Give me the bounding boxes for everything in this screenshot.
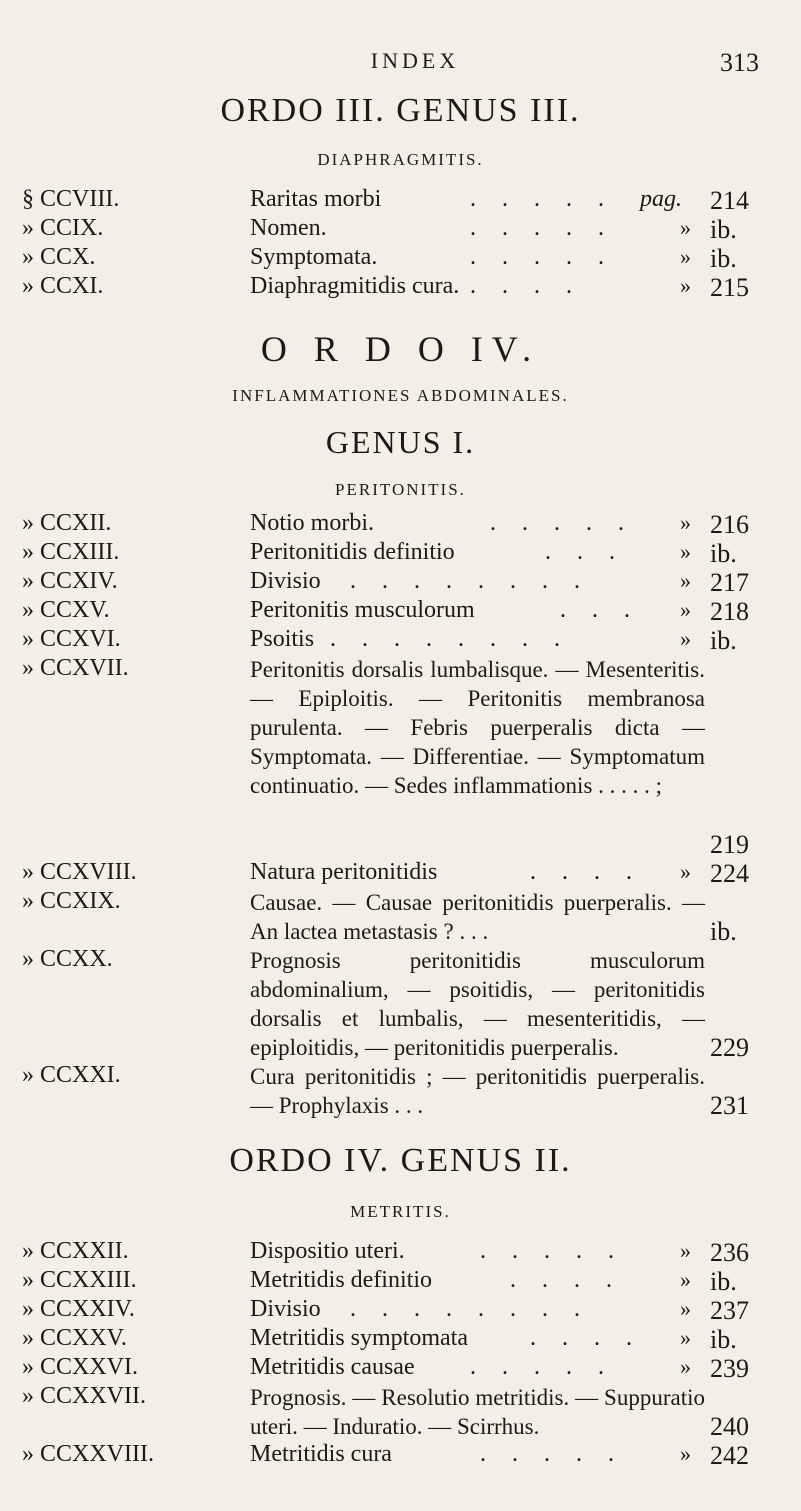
ordo3-heading: ORDO III. GENUS III. (220, 92, 581, 129)
entry-page: ib. (710, 539, 737, 568)
list-item: § CCVIII. Raritas morbi . . . . . pag. 214 (22, 186, 749, 215)
entry-page: ib. (710, 626, 737, 655)
entry-text: Causae. — Causae peritonitidis puerperalis. — An lactea metastasis ? (250, 890, 705, 944)
entry-text: Prognosis peritonitidis musculorum abdominalium, — psoitidis, — peritonitidis dorsalis et lumbalis, — mesenteritidis, — epiploitidis, — peritonitidis puerperalis. (250, 948, 705, 1060)
entry-text: Diaphragmitidis cura. (250, 273, 460, 299)
genus1-subheading: PERITONITIS. (335, 480, 466, 499)
entry-page: 217 (710, 568, 749, 597)
ordo4-subheading: INFLAMMATIONES ABDOMINALES. (232, 386, 569, 405)
list-item: » CCXXVIII. Metritidis cura . . . . . » 242 (22, 1441, 749, 1470)
list-item: » CCXXIV. Divisio . . . . . . . . » 237 (22, 1296, 749, 1325)
entry-page: 215 (710, 273, 749, 302)
list-item: » CCXII. Notio morbi. . . . . . » 216 (22, 510, 749, 539)
entry-page: 231 (710, 1091, 749, 1120)
section-number: » CCIX. (22, 215, 104, 241)
entry-paragraph: Cura peritonitidis ; — peritonitidis puerperalis. — Prophylaxis . . . (250, 1064, 705, 1118)
entry-page: 214 (710, 186, 749, 215)
entry-page: ib. (710, 917, 737, 946)
list-row (0, 859, 801, 888)
entry-paragraph (250, 1383, 705, 1441)
ordo4-heading: O R D O IV. (260, 329, 541, 369)
entry-page: ib. (710, 1267, 737, 1296)
entry-page: 236 (710, 1238, 749, 1267)
list-item: » CCXIV. Divisio . . . . . . . . » 217 (22, 568, 749, 597)
metritis-list (0, 1238, 801, 1383)
entry-page: 237 (710, 1296, 749, 1325)
entry-text: Metritidis symptomata (250, 1325, 468, 1351)
running-header (0, 48, 801, 78)
entry-text: Peritonitis dorsalis lumbalisque. — Mesenteritis. — Epiploitis. — Peritonitis membranosa purulenta. — Febris puerperalis dicta — Symptomata. — Differentiae. — Symptomatum continuatio. — Sedes inflammationis (250, 657, 705, 798)
entry-page: 224 (710, 859, 749, 888)
section-number: » CCXXVI. (22, 1354, 139, 1380)
peritonitis-list (0, 510, 801, 655)
entry-text: Peritonitidis definitio (250, 539, 455, 565)
genus2-subheading: METRITIS. (350, 1202, 451, 1221)
entry-page: 219 (710, 830, 749, 859)
section-number: » CCXVIII. (22, 859, 137, 885)
entry-page: 229 (710, 1033, 749, 1062)
section-number: » CCXX. (22, 946, 113, 972)
section-number: » CCXXI. (22, 1062, 121, 1088)
entry-paragraph (250, 946, 705, 1062)
running-title: INDEX (370, 48, 460, 73)
entry-text: Prognosis. — Resolutio metritidis. — Suppuratio uteri. — Induratio. — Scirrhus. (250, 1385, 705, 1439)
section-number: » CCXIII. (22, 539, 120, 565)
genus2-heading: ORDO IV. GENUS II. (229, 1142, 572, 1179)
entry-text: Dispositio uteri. (250, 1238, 405, 1264)
entry-text: Metritidis definitio (250, 1267, 432, 1293)
list-item: » CCXXV. Metritidis symptomata . . . . » ib. (22, 1325, 737, 1354)
entry-page: ib. (710, 1325, 737, 1354)
list-item: » CCXV. Peritonitis musculorum . . . » 218 (22, 597, 749, 626)
entry-text: Divisio (250, 1296, 321, 1322)
section-number: » CCXXII. (22, 1238, 129, 1264)
section-number: § CCVIII. (22, 186, 120, 212)
list-item: » CCXXVI. Metritidis causae . . . . . » 239 (22, 1354, 749, 1383)
entry-page: ib. (710, 215, 737, 244)
entry-text: Peritonitis musculorum (250, 597, 475, 623)
entry-text: Metritidis causae (250, 1354, 415, 1380)
section-number: » CCXI. (22, 273, 104, 299)
entry-text: Raritas morbi (250, 186, 382, 212)
entry-text: Metritidis cura (250, 1441, 392, 1467)
entry-page: 216 (710, 510, 749, 539)
list-item: » CCIX. Nomen. . . . . . » ib. (22, 215, 737, 244)
section-number: » CCXV. (22, 597, 110, 623)
entry-paragraph: Causae. — Causae peritonitidis puerperalis. — An lactea metastasis ? . . . (250, 890, 705, 944)
page-prefix: pag. (640, 186, 682, 212)
list-row (0, 1441, 801, 1470)
list-item: » CCXVI. Psoitis . . . . . . . . » ib. (22, 626, 737, 655)
entry-page: 218 (710, 597, 749, 626)
list-item: » CCX. Symptomata. . . . . . » ib. (22, 244, 737, 273)
list-item: » CCXI. Diaphragmitidis cura. . . . . » 215 (22, 273, 749, 302)
entry-text: Cura peritonitidis ; — peritonitidis puerperalis. — Prophylaxis (250, 1064, 705, 1118)
page-number: 313 (720, 48, 759, 77)
entry-paragraph: Peritonitis dorsalis lumbalisque. — Mesenteritis. — Epiploitis. — Peritonitis membranosa purulenta. — Febris puerperalis dicta — Symptomata. — Differentiae. — Symptomatum continuatio. — Sedes inflammationis . . . . . ; (250, 657, 705, 798)
ordo3-list (0, 186, 801, 302)
entry-text: Nomen. (250, 215, 327, 241)
section-number: » CCXVI. (22, 626, 121, 652)
section-number: » CCXXV. (22, 1325, 127, 1351)
genus1-heading: GENUS I. (325, 424, 476, 460)
section-number: » CCXXVIII. (22, 1441, 154, 1467)
list-item: » CCXXIII. Metritidis definitio . . . . » ib. (22, 1267, 737, 1296)
section-number: » CCXXIII. (22, 1267, 137, 1293)
entry-text: Notio morbi. (250, 510, 374, 536)
entry-page: 242 (710, 1441, 749, 1470)
entry-text: Symptomata. (250, 244, 378, 270)
section-number: » CCXIV. (22, 568, 118, 594)
entry-page: ib. (710, 244, 737, 273)
section-number: » CCX. (22, 244, 96, 270)
section-number: » CCXXIV. (22, 1296, 135, 1322)
entry-text: Psoitis (250, 626, 315, 652)
entry-page: 240 (710, 1412, 749, 1441)
section-number: » CCXII. (22, 510, 112, 536)
section-number: » CCXVII. (22, 655, 129, 681)
section-number: » CCXIX. (22, 888, 121, 914)
list-item: » CCXVIII. Natura peritonitidis . . . . » 224 (22, 859, 749, 888)
list-item: » CCXIII. Peritonitidis definitio . . . » ib. (22, 539, 737, 568)
entry-text: Divisio (250, 568, 321, 594)
section-number: » CCXXVII. (22, 1383, 146, 1409)
ordo3-subheading: DIAPHRAGMITIS. (317, 150, 484, 169)
entry-text: Natura peritonitidis (250, 859, 438, 885)
list-item: » CCXXII. Dispositio uteri. . . . . . » 236 (22, 1238, 749, 1267)
entry-page: 239 (710, 1354, 749, 1383)
